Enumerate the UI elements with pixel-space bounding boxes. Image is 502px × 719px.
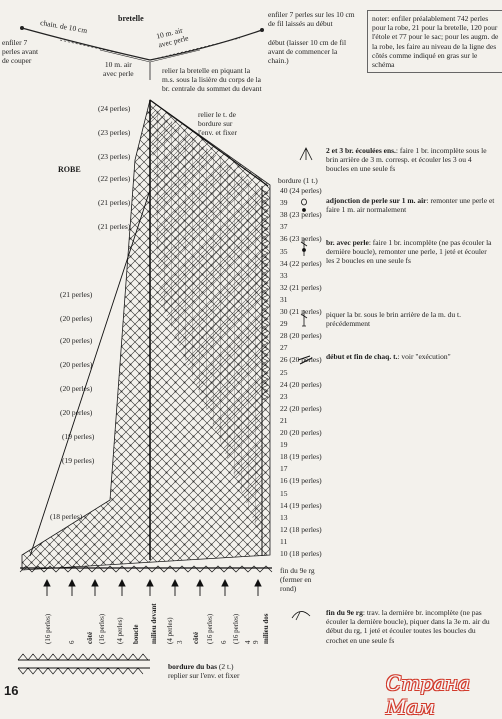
right-row-label: 25: [280, 367, 288, 377]
left-row-label: (19 perles): [62, 432, 95, 441]
legend-term: début et fin de chaq. t.: [326, 352, 398, 361]
right-row-label: 37: [280, 222, 288, 232]
left-row-label: (23 perles): [98, 152, 131, 161]
strap-title: bretelle: [118, 14, 144, 23]
right-row-label: 19: [280, 440, 288, 450]
bottom-label: 4: [244, 640, 252, 644]
bottom-label: (16 perles): [232, 613, 240, 644]
left-row-label: (20 perles): [60, 384, 93, 393]
left-row-label: (19 perles): [62, 456, 95, 465]
cluster-icon: [300, 148, 312, 160]
left-row-label: (22 perles): [98, 174, 131, 183]
right-row-label: 35: [280, 246, 288, 256]
bottom-label: côté: [86, 631, 94, 644]
legend-term: adjonction de perle sur 1 m. air: [326, 196, 427, 205]
left-row-label: (23 perles): [98, 128, 131, 137]
diagram-title: ROBE: [58, 165, 81, 174]
right-row-label: 36 (23 perles): [280, 234, 322, 244]
fin9-note: fin du 9e rg (fermer en rond): [280, 566, 315, 593]
strap-relier: relier la bretelle en piquant la m.s. sous la lisière du corps de la br. centrale du sommet du devant: [162, 66, 262, 93]
page-number: 16: [4, 683, 19, 698]
left-row-label: (24 perles): [98, 104, 131, 113]
legend-entry: [326, 352, 496, 361]
end-round-icon: [292, 611, 310, 620]
strap-enfiler-left: enfiler 7 perles avant de couper: [2, 38, 39, 65]
right-row-label: 40 (24 perles): [280, 186, 322, 195]
bordure-bas-label: [168, 662, 234, 671]
bordure-bas-rounds: (2 t.): [218, 662, 234, 671]
bordure-bas-title: bordure du bas: [168, 662, 218, 671]
bordure-top-label: bordure (1 t.): [278, 176, 318, 185]
strap-enfiler-right: enfiler 7 perles sur les 10 cm de fil laissés au début: [268, 10, 355, 28]
bottom-label: (16 perles): [44, 613, 52, 644]
right-row-label: 17: [280, 464, 288, 474]
left-row-label: (21 perles): [60, 290, 93, 299]
right-row-label: 23: [280, 391, 288, 401]
legend-text: piquer la br. sous le brin arrière de la m. du t. précédemment: [326, 310, 461, 329]
right-row-label: 18 (19 perles): [280, 452, 322, 462]
relier-top-note: relier le t. de bordure sur l'env. et fixer: [198, 110, 237, 137]
watermark: Страна Мам: [386, 671, 471, 719]
right-row-label: 33: [280, 270, 288, 280]
bottom-label: (4 perles): [166, 617, 174, 644]
right-row-label: 28 (20 perles): [280, 331, 322, 341]
right-row-label: 11: [280, 536, 288, 546]
bottom-label: 9: [252, 640, 260, 644]
bottom-label: boucle: [132, 624, 140, 644]
legend-term: fin du 9e rg: [326, 608, 363, 617]
strap-air-lower: 10 m. air avec perle: [103, 60, 134, 78]
bottom-label: (4 perles): [116, 617, 124, 644]
right-row-label: 30 (21 perles): [280, 307, 322, 316]
bottom-border-strip: [18, 654, 150, 674]
right-row-label: 27: [280, 343, 288, 353]
legend-entry: [326, 310, 496, 328]
right-row-label: 13: [280, 512, 288, 522]
right-row-label: 34 (22 perles): [280, 258, 322, 268]
legend-entry: [326, 196, 496, 214]
right-row-label: 10 (18 perles): [280, 549, 322, 558]
legend-term: 2 et 3 br. écoulées ens.: [326, 146, 396, 155]
left-row-label: (20 perles): [60, 314, 93, 323]
left-row-label: (21 perles): [98, 222, 131, 231]
left-row-label: (20 perles): [60, 408, 93, 417]
relier-fixer-label: replier sur l'env. et fixer: [168, 671, 240, 680]
right-row-label: 26 (20 perles): [280, 355, 322, 365]
legend-text: : trav. la dernière br. incomplète (ne pas écouler la dernière boucle), piquer dans la 3e m. air du début du rg, 1 jeté et écouler toutes les boucles du crochet en une seule fs: [326, 608, 490, 645]
left-row-label: (21 perles): [98, 198, 131, 207]
legend-entry: [326, 608, 496, 645]
legend-term: br. avec perle: [326, 238, 369, 247]
right-row-label: 21: [280, 415, 288, 425]
right-row-label: 29: [280, 319, 288, 329]
right-row-label: 12 (18 perles): [280, 524, 322, 534]
right-row-label: 31: [280, 294, 288, 304]
legend-text: : faire 1 br. incomplète (ne pas écouler la dernière boucle), remonter une perle, 1 jeté et écouler les 2 boucles en une seule fs: [326, 238, 492, 266]
right-row-label: 24 (20 perles): [280, 379, 322, 389]
bottom-label: (16 perles): [206, 613, 214, 644]
bottom-arrows: [44, 580, 261, 596]
legend-entry: [326, 238, 496, 266]
right-row-label: 20 (20 perles): [280, 428, 322, 437]
legend-text: : voir "exécution": [397, 352, 451, 361]
bottom-label: 6: [220, 640, 228, 644]
left-row-label: (20 perles): [60, 336, 93, 345]
right-row-label: 16 (19 perles): [280, 476, 322, 486]
legend-text: : faire 1 br. incomplète sous le brin arrière de 3 m. corresp. et écouler les 3 ou 4 boucles en une seule fs: [326, 146, 487, 174]
bottom-label: 6: [68, 640, 76, 644]
right-row-label: 15: [280, 488, 288, 498]
bottom-label: milieu devant: [150, 603, 158, 644]
note-box: noter: enfiler préalablement 742 perles pour la robe, 21 pour la bretelle, 120 pour l'étole et 77 pour le sac; pour les augm. de la robe, les faire au niveau de la ligne des côtés comme indiqué en gras sur le schéma: [367, 10, 502, 73]
right-row-label: 22 (20 perles): [280, 403, 322, 413]
legend-text: : remonter une perle et faire 1 m. air normalement: [326, 196, 495, 215]
bottom-label: (16 perles): [98, 613, 106, 644]
left-row-label: (20 perles): [60, 360, 93, 369]
bottom-label: milieu dos: [262, 613, 270, 644]
bottom-label: côté: [192, 631, 200, 644]
right-row-label: 39: [280, 198, 288, 208]
legend-entry: [326, 146, 496, 174]
left-row-label: (18 perles): [50, 512, 83, 521]
strap-chain-label: chain. de 10 cm: [39, 17, 88, 36]
right-row-label: 38 (23 perles): [280, 210, 322, 220]
strap-debut: début (laisser 10 cm de fil avant de commencer la chain.): [268, 38, 347, 65]
right-row-label: 14 (19 perles): [280, 500, 322, 510]
strap-air-center: 10 m. air avec perle: [155, 25, 190, 50]
bottom-label: 3: [176, 640, 184, 644]
right-row-label: 32 (21 perles): [280, 282, 322, 292]
